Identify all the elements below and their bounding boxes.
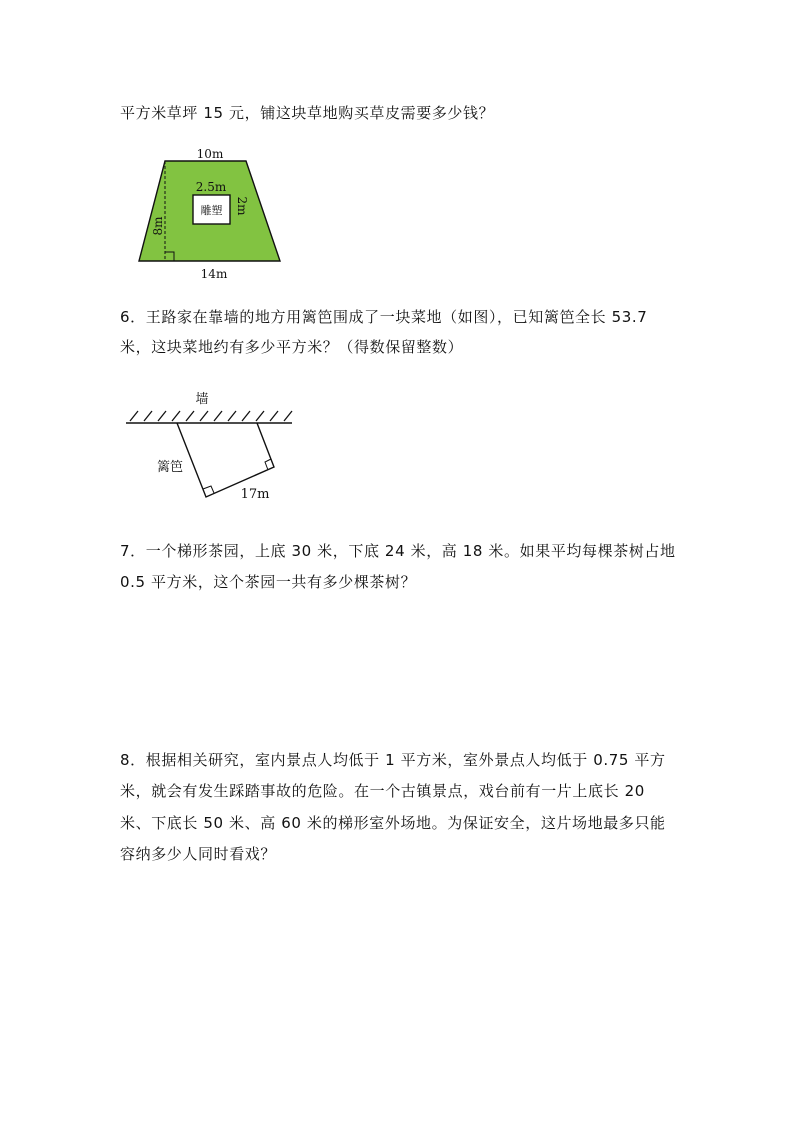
problem7-text-line1: 7．一个梯形茶园，上底 30 米，下底 24 米，高 18 米。如果平均每棵茶树占地 — [120, 542, 676, 560]
wall-label: 墙 — [195, 392, 209, 407]
problem8-text-line2: 米，就会有发生踩踏事故的危险。在一个古镇景点，戏台前有一片上底长 20 — [120, 782, 645, 800]
side-length-label: 17m — [240, 487, 270, 502]
sculpture-label: 雕塑 — [200, 204, 223, 217]
problem8-text-line4: 容纳多少人同时看戏？ — [120, 845, 277, 863]
garden-trapezoid-figure — [130, 140, 300, 285]
square-width-label: 2.5m — [195, 180, 227, 194]
problem6-text-line1: 6．王路家在靠墙的地方用篱笆围成了一块菜地（如图），已知篱笆全长 53.7 — [120, 308, 648, 326]
fence-label: 篱笆 — [156, 460, 184, 475]
problem5-text-line1: 平方米草坪 15 元，铺这块草地购买草皮需要多少钱？ — [120, 104, 495, 122]
square-height-label: 2m — [235, 196, 249, 216]
top-base-label: 10m — [196, 147, 224, 161]
vegetable-plot-figure — [120, 385, 300, 505]
problem7-text-line2: 0.5 平方米，这个茶园一共有多少棵茶树？ — [120, 573, 417, 591]
problem8-text-line1: 8．根据相关研究，室内景点人均低于 1 平方米，室外景点人均低于 0.75 平方 — [120, 751, 666, 769]
wall-hatching — [130, 411, 292, 421]
problem8-text-line3: 米、下底长 50 米、高 60 米的梯形室外场地。为保证安全，这片场地最多只能 — [120, 814, 666, 832]
fence-outline — [177, 423, 274, 497]
bottom-base-label: 14m — [200, 267, 228, 281]
height-label: 8m — [151, 216, 165, 236]
problem6-text-line2: 米，这块菜地约有多少平方米？（得数保留整数） — [120, 338, 464, 356]
